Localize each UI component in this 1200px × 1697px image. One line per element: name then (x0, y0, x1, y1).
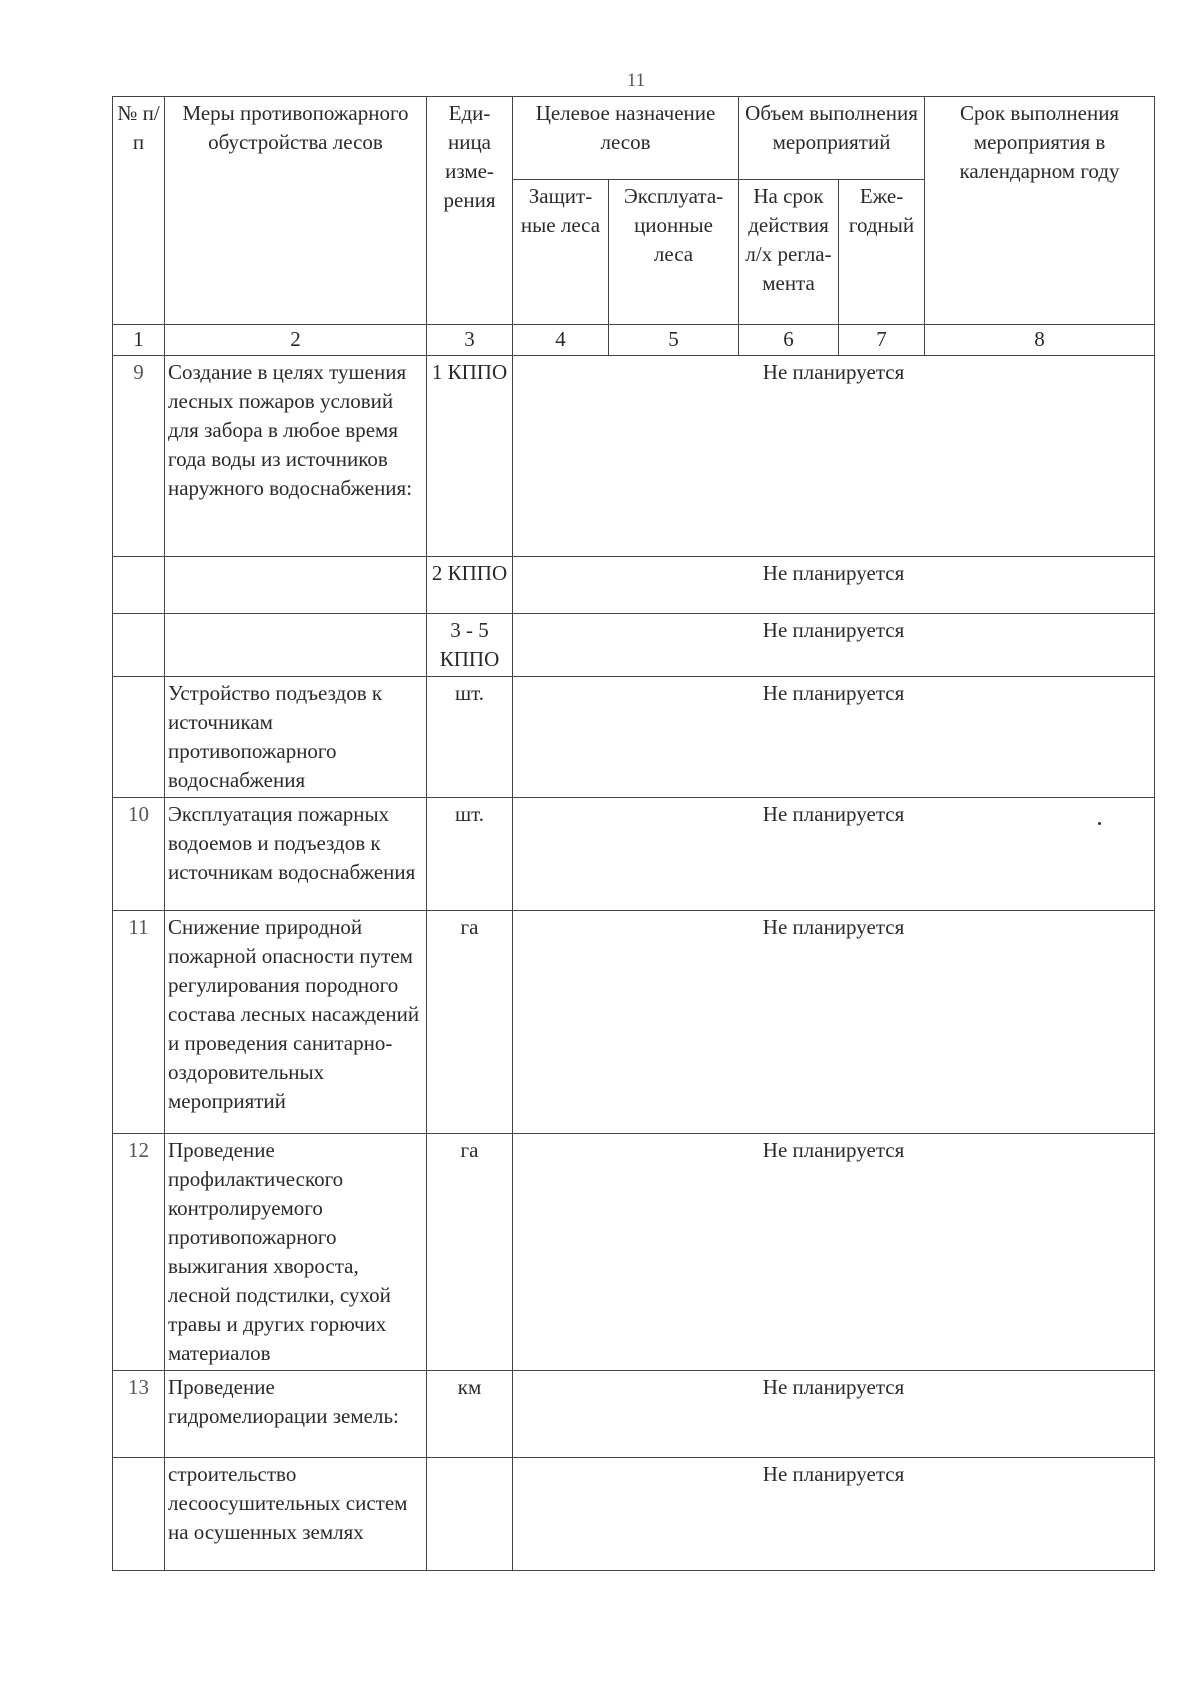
column-number: 7 (839, 325, 925, 356)
column-number-row (113, 325, 1155, 356)
table-row (113, 1458, 1155, 1571)
header-unit: Еди-ница изме-рения (427, 97, 513, 325)
row-status: Не планируется (513, 677, 1155, 798)
row-unit: шт. (427, 798, 513, 911)
header-measures: Меры противопожарного обустройства лесов (165, 97, 427, 325)
column-number: 4 (513, 325, 609, 356)
row-unit: 2 КППО (427, 557, 513, 614)
column-number: 3 (427, 325, 513, 356)
column-number: 5 (609, 325, 739, 356)
row-unit: 3 - 5 КППО (427, 614, 513, 677)
row-measure: Проведение профилактического контролируемого противопожарного выжигания хвороста, лесной подстилки, сухой травы и других горючих материалов (165, 1134, 427, 1371)
row-unit: га (427, 911, 513, 1134)
header-protective: Защит-ные леса (513, 180, 609, 325)
row-num: 12 (113, 1134, 165, 1371)
column-number: 2 (165, 325, 427, 356)
row-unit: 1 КППО (427, 356, 513, 557)
row-status: Не планируется (513, 614, 1155, 677)
table-row (113, 557, 1155, 614)
header-deadline: Срок выполнения мероприятия в календарном году (925, 97, 1155, 325)
row-num: 13 (113, 1371, 165, 1458)
row-num: 10 (113, 798, 165, 911)
table-row (113, 1371, 1155, 1458)
row-measure (165, 614, 427, 677)
header-exploitation: Эксплуата-ционные леса (609, 180, 739, 325)
column-number: 6 (739, 325, 839, 356)
row-unit: км (427, 1371, 513, 1458)
row-num: 9 (113, 356, 165, 557)
row-status: Не планируется (513, 911, 1155, 1134)
row-status: Не планируется (513, 356, 1155, 557)
row-status: Не планируется (513, 1134, 1155, 1371)
column-number: 1 (113, 325, 165, 356)
table-row (113, 798, 1155, 911)
row-measure: Снижение природной пожарной опасности путем регулирования породного состава лесных насаждений и проведения санитарно-оздоровительных мероприятий (165, 911, 427, 1134)
row-measure: Эксплуатация пожарных водоемов и подъездов к источникам водоснабжения (165, 798, 427, 911)
header-annual: Еже-годный (839, 180, 925, 325)
row-num (113, 1458, 165, 1571)
row-measure: Создание в целях тушения лесных пожаров условий для забора в любое время года воды из источников наружного водоснабжения: (165, 356, 427, 557)
table-row (113, 677, 1155, 798)
table-row (113, 911, 1155, 1134)
column-number: 8 (925, 325, 1155, 356)
row-unit: га (427, 1134, 513, 1371)
fire-measures-table (112, 96, 1155, 1571)
header-purpose: Целевое назначение лесов (513, 97, 739, 180)
table-row (113, 356, 1155, 557)
row-measure: Проведение гидромелиорации земель: (165, 1371, 427, 1458)
header-num: № п/п (113, 97, 165, 325)
header-term-validity: На срок действия л/х регла-мента (739, 180, 839, 325)
row-num (113, 557, 165, 614)
scan-speck (1098, 822, 1101, 825)
row-num: 11 (113, 911, 165, 1134)
row-status: Не планируется (513, 557, 1155, 614)
row-measure (165, 557, 427, 614)
row-measure: Устройство подъездов к источникам противопожарного водоснабжения (165, 677, 427, 798)
row-measure: строительство лесоосушительных систем на осушенных землях (165, 1458, 427, 1571)
table-row (113, 614, 1155, 677)
row-status: Не планируется (513, 1458, 1155, 1571)
page-number: 11 (626, 70, 646, 91)
row-num (113, 614, 165, 677)
row-status: Не планируется (513, 1371, 1155, 1458)
row-unit: шт. (427, 677, 513, 798)
header-row-top (113, 97, 1155, 180)
header-volume: Объем выполнения мероприятий (739, 97, 925, 180)
row-num (113, 677, 165, 798)
row-unit (427, 1458, 513, 1571)
row-status: Не планируется (513, 798, 1155, 911)
table-row (113, 1134, 1155, 1371)
